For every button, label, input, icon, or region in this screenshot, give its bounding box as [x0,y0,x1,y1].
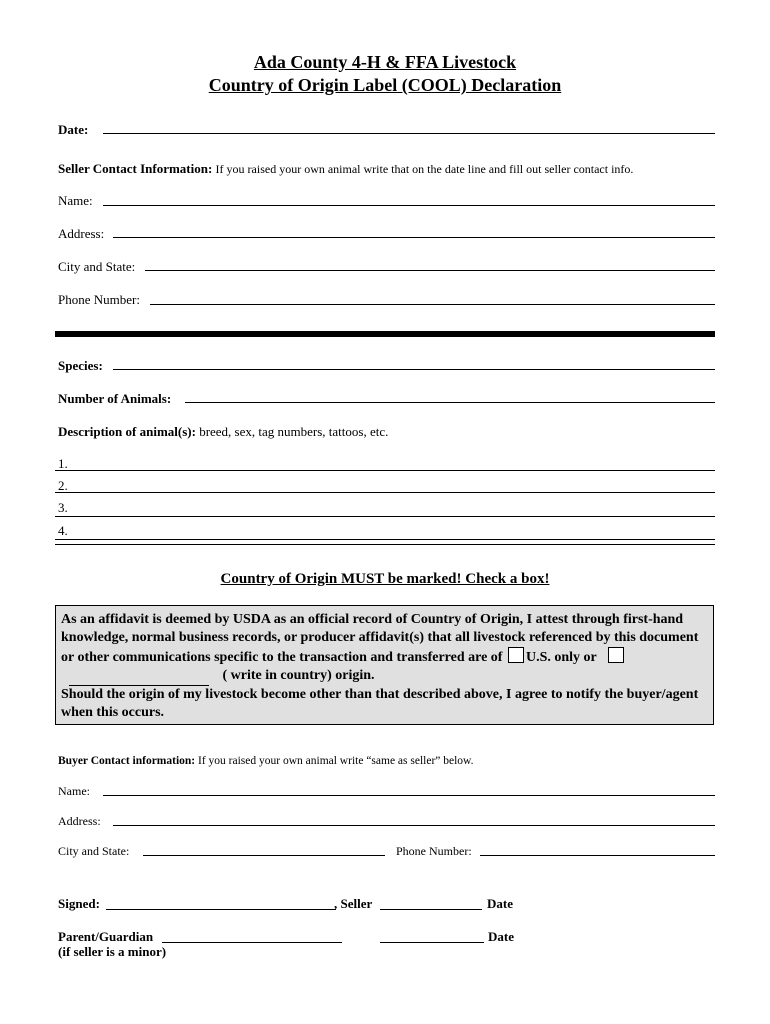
animal-row-field[interactable] [55,470,715,471]
parent-guardian-note: (if seller is a minor) [58,944,167,959]
seller-city-state-field[interactable] [145,270,715,271]
seller-name-field[interactable] [103,205,715,206]
write-in-label: ( write in country) origin. [222,668,375,683]
other-country-field[interactable] [69,667,209,686]
buyer-contact-note: If you raised your own animal write “same as seller” below. [198,755,474,767]
seller-address-label: Address: [58,226,105,241]
us-only-checkbox[interactable] [508,647,524,663]
animal-row-label: 3. [58,500,68,515]
seller-date-field[interactable] [380,909,482,910]
seller-contact-note: If you raised your own animal write that on the date line and fill out seller contact info. [215,162,634,176]
seller-phone-field[interactable] [150,304,715,305]
us-only-label: U.S. only or [525,650,597,665]
date-label: Date: [58,122,89,137]
parent-signature-field[interactable] [162,942,342,943]
double-rule [55,544,715,545]
seller-address-field[interactable] [113,237,715,238]
description-heading-row [58,424,388,440]
animal-row-label: 4. [58,523,68,538]
origin-heading: Country of Origin MUST be marked! Check a box! [220,571,550,587]
species-field[interactable] [113,369,715,370]
species-label: Species: [58,358,103,373]
affidavit-notify-text: Should the origin of my livestock become other than that described above, I agree to notify the buyer/agent when this occurs. [61,687,699,720]
page-title-line2: Country of Origin Label (COOL) Declaration [208,75,562,95]
number-of-animals-field[interactable] [185,402,715,403]
seller-label: , Seller [334,896,373,911]
description-note: breed, sex, tag numbers, tattoos, etc. [199,424,389,439]
seller-city-state-label: City and State: [58,259,136,274]
animal-row-label: 2. [58,478,68,493]
animal-row-label: 1. [58,456,68,471]
section-divider [55,331,715,337]
buyer-address-field[interactable] [113,825,715,826]
number-of-animals-label: Number of Animals: [58,391,172,406]
seller-date-label: Date [487,896,513,911]
seller-phone-label: Phone Number: [58,292,140,307]
buyer-address-label: Address: [58,814,101,828]
seller-contact-heading: Seller Contact Information: [58,161,213,176]
date-field[interactable] [103,133,715,134]
seller-contact-heading-row [58,161,633,177]
seller-name-label: Name: [58,193,93,208]
parent-date-field[interactable] [380,942,484,943]
buyer-phone-field[interactable] [480,855,715,856]
affidavit-text: As an affidavit is deemed by USDA as an official record of Country of Origin, I attest through first-hand knowledge, normal business records, or producer affidavit(s) that all livestock referenced by this document or other communications specific to the transaction and transferred are of [61,612,699,665]
parent-guardian-label: Parent/Guardian [58,929,154,944]
buyer-contact-heading: Buyer Contact information: [58,755,196,767]
affidavit-box [55,605,714,725]
buyer-city-state-label: City and State: [58,844,130,858]
animal-row-field[interactable] [55,492,715,493]
description-heading: Description of animal(s): [58,424,196,439]
page-title-line1: Ada County 4-H & FFA Livestock [253,52,517,72]
buyer-contact-heading-row [58,755,474,767]
parent-date-label: Date [488,929,514,944]
buyer-name-field[interactable] [103,795,715,796]
buyer-name-label: Name: [58,784,90,798]
other-country-checkbox[interactable] [608,647,624,663]
seller-signature-field[interactable] [106,909,336,910]
buyer-city-state-field[interactable] [143,855,385,856]
buyer-phone-label: Phone Number: [396,844,472,858]
animal-row-field[interactable] [55,539,715,540]
animal-row-field[interactable] [55,516,715,517]
signed-label: Signed: [58,896,100,911]
